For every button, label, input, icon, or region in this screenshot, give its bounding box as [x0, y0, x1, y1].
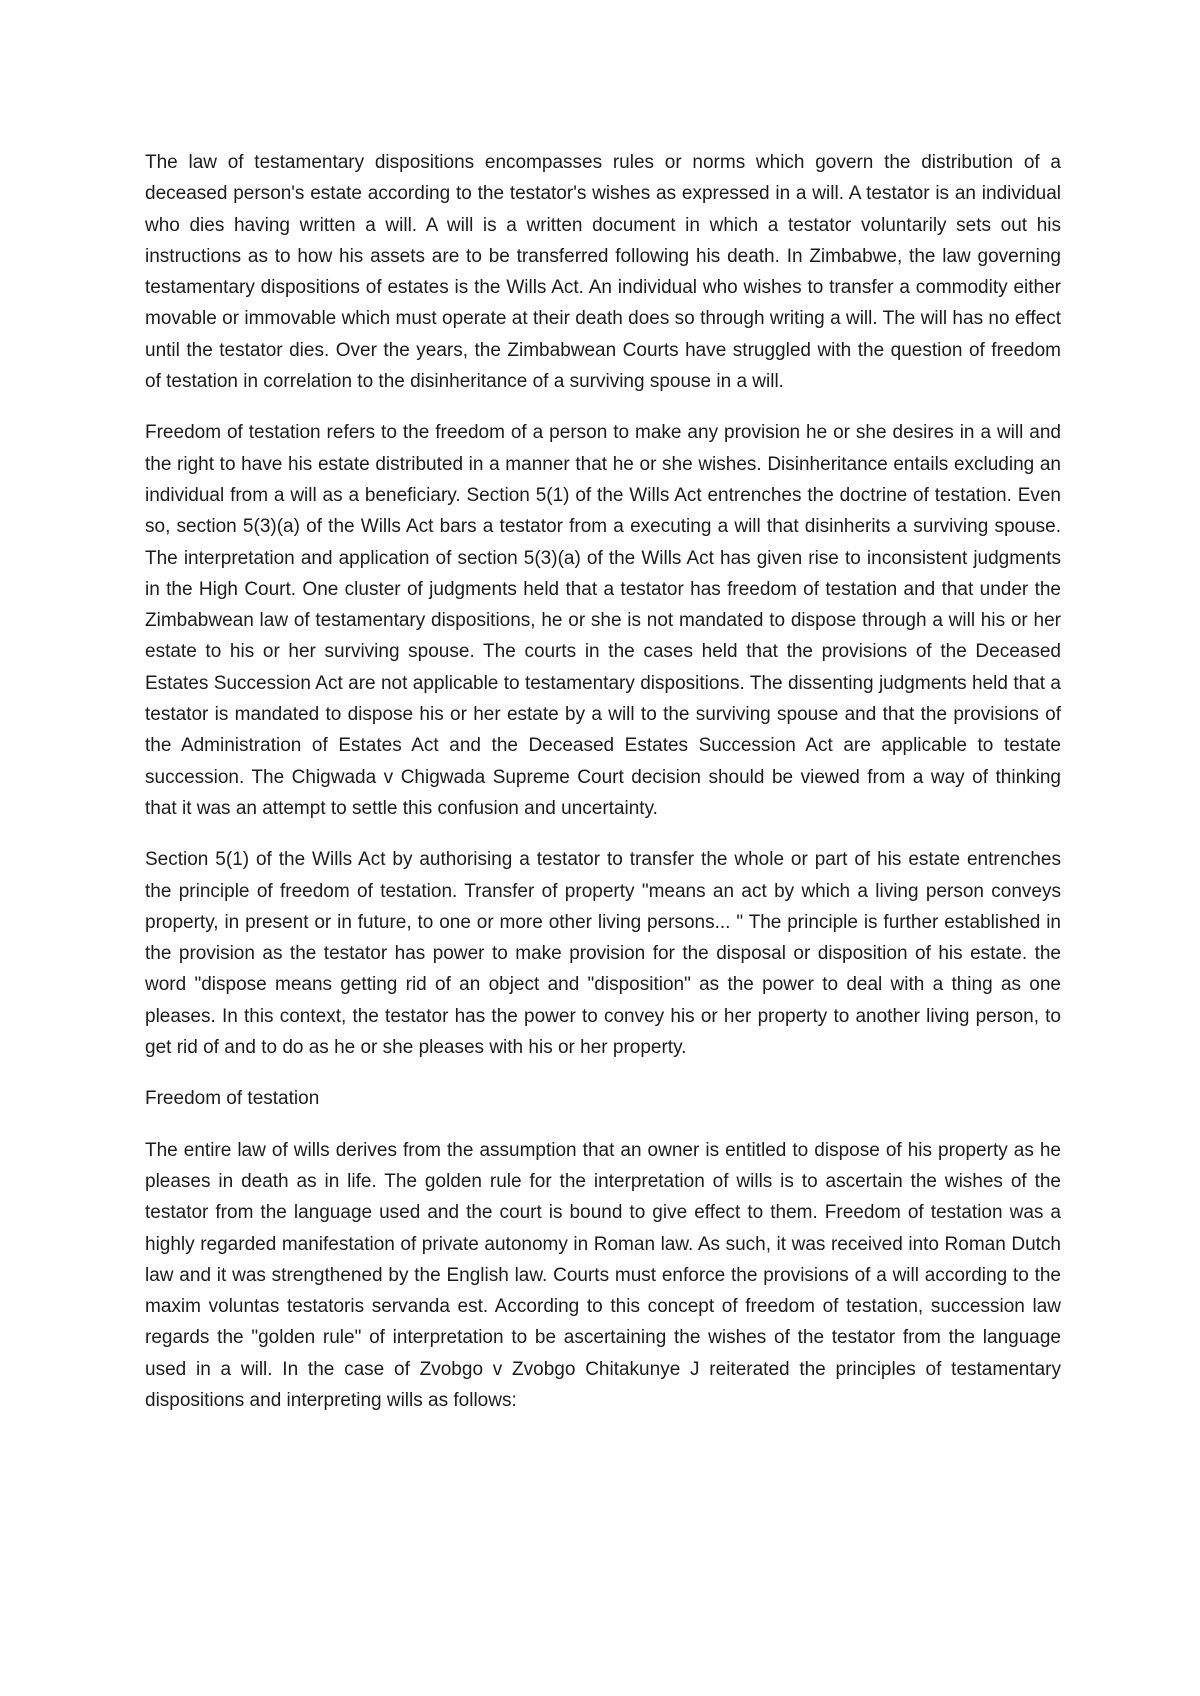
paragraph-section-5-1: Section 5(1) of the Wills Act by authorising a testator to transfer the whole or part of his estate entrenches the principle of freedom of testation. Transfer of property "means an act by which a living person conveys property, in present or in future, to one or more other living persons... " The principle is further established in the provision as the testator has power to make provision for the disposal or disposition of his estate. the word "dispose means getting rid of an object and "disposition" as the power to deal with a thing as one pleases. In this context, the testator has the power to convey his or her property to another living person, to get rid of and to do as he or she pleases with his or her property. — [145, 849, 1061, 1059]
paragraph-freedom-definition: Freedom of testation refers to the freedom of a person to make any provision he or she desires in a will and the right to have his estate distributed in a manner that he or she wishes. Disinheritance entails excluding an individual from a will as a beneficiary. Section 5(1) of the Wills Act entrenches the doctrine of testation. Even so, section 5(3)(a) of the Wills Act bars a testator from a executing a will that disinherits a surviving spouse. The interpretation and application of section 5(3)(a) of the Wills Act has given rise to inconsistent judgments in the High Court. One cluster of judgments held that a testator has freedom of testation and that under the Zimbabwean law of testamentary dispositions, he or she is not mandated to dispose through a will his or her estate to his or her surviving spouse. The courts in the cases held that the provisions of the Deceased Estates Succession Act are not applicable to testamentary dispositions. The dissenting judgments held that a testator is mandated to dispose his or her estate by a will to the surviving spouse and that the provisions of the Administration of Estates Act and the Deceased Estates Succession Act are applicable to testate succession. The Chigwada v Chigwada Supreme Court decision should be viewed from a way of thinking that it was an attempt to settle this confusion and uncertainty. — [145, 422, 1061, 819]
paragraph-introduction: The law of testamentary dispositions encompasses rules or norms which govern the distribution of a deceased person's estate according to the testator's wishes as expressed in a will. A testator is an individual who dies having written a will. A will is a written document in which a testator voluntarily sets out his instructions as to how his assets are to be transferred following his death. In Zimbabwe, the law governing testamentary dispositions of estates is the Wills Act. An individual who wishes to transfer a commodity either movable or immovable which must operate at their death does so through writing a will. The will has no effect until the testator dies. Over the years, the Zimbabwean Courts have struggled with the question of freedom of testation in correlation to the disinheritance of a surviving spouse in a will. — [145, 152, 1061, 393]
document-page — [145, 147, 1061, 1436]
section-heading: Freedom of testation — [145, 1088, 320, 1110]
paragraph-law-of-wills: The entire law of wills derives from the assumption that an owner is entitled to dispose of his property as he pleases in death as in life. The golden rule for the interpretation of wills is to ascertain the wishes of the testator from the language used and the court is bound to give effect to them. Freedom of testation was a highly regarded manifestation of private autonomy in Roman law. As such, it was received into Roman Dutch law and it was strengthened by the English law. Courts must enforce the provisions of a will according to the maxim voluntas testatoris servanda est. According to this concept of freedom of testation, succession law regards the "golden rule" of interpretation to be ascertaining the wishes of the testator from the language used in a will. In the case of Zvobgo v Zvobgo Chitakunye J reiterated the principles of testamentary dispositions and interpreting wills as follows: — [145, 1139, 1061, 1411]
